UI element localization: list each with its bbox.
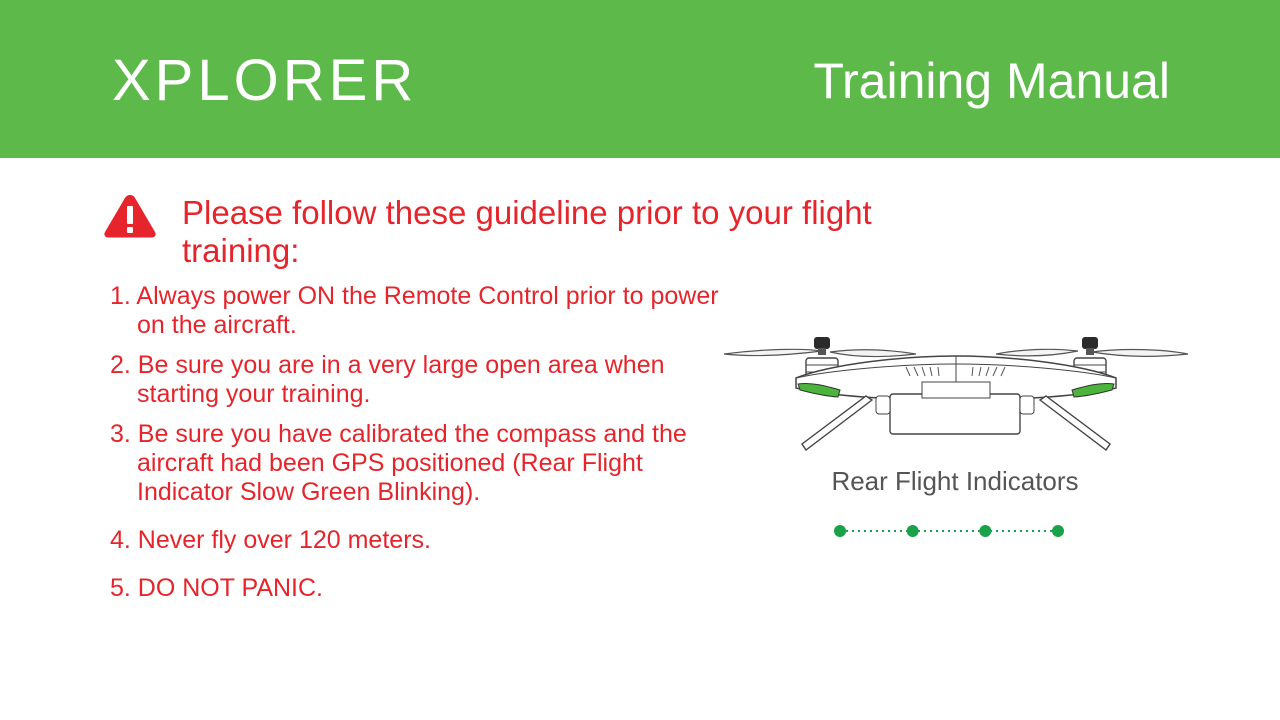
- guideline-item: 3. Be sure you have calibrated the compass and the aircraft had been GPS positioned (Rear Flight Indicator Slow Green Blinking).: [110, 420, 687, 506]
- indicator-dot: [1052, 525, 1064, 537]
- warning-heading: Please follow these guideline prior to your flight training:: [182, 194, 872, 269]
- figure-caption: Rear Flight Indicators: [831, 466, 1079, 496]
- guideline-item: 4. Never fly over 120 meters.: [110, 526, 431, 554]
- header-banner: [0, 0, 1280, 158]
- guideline-list: [110, 282, 720, 614]
- indicator-dot: [907, 525, 919, 537]
- warning-triangle-icon: [103, 193, 157, 239]
- brand-logo: XPLORER: [112, 48, 418, 113]
- drone-rear-view-illustration: [722, 334, 1190, 456]
- document-title: Training Manual: [813, 53, 1170, 109]
- indicator-dots-diagram: [831, 522, 1067, 540]
- indicator-dot: [834, 525, 846, 537]
- indicator-dot: [979, 525, 991, 537]
- guideline-item: 2. Be sure you are in a very large open area when starting your training.: [110, 351, 665, 408]
- guideline-item: 1. Always power ON the Remote Control prior to power on the aircraft.: [110, 282, 719, 339]
- guideline-item: 5. DO NOT PANIC.: [110, 574, 324, 602]
